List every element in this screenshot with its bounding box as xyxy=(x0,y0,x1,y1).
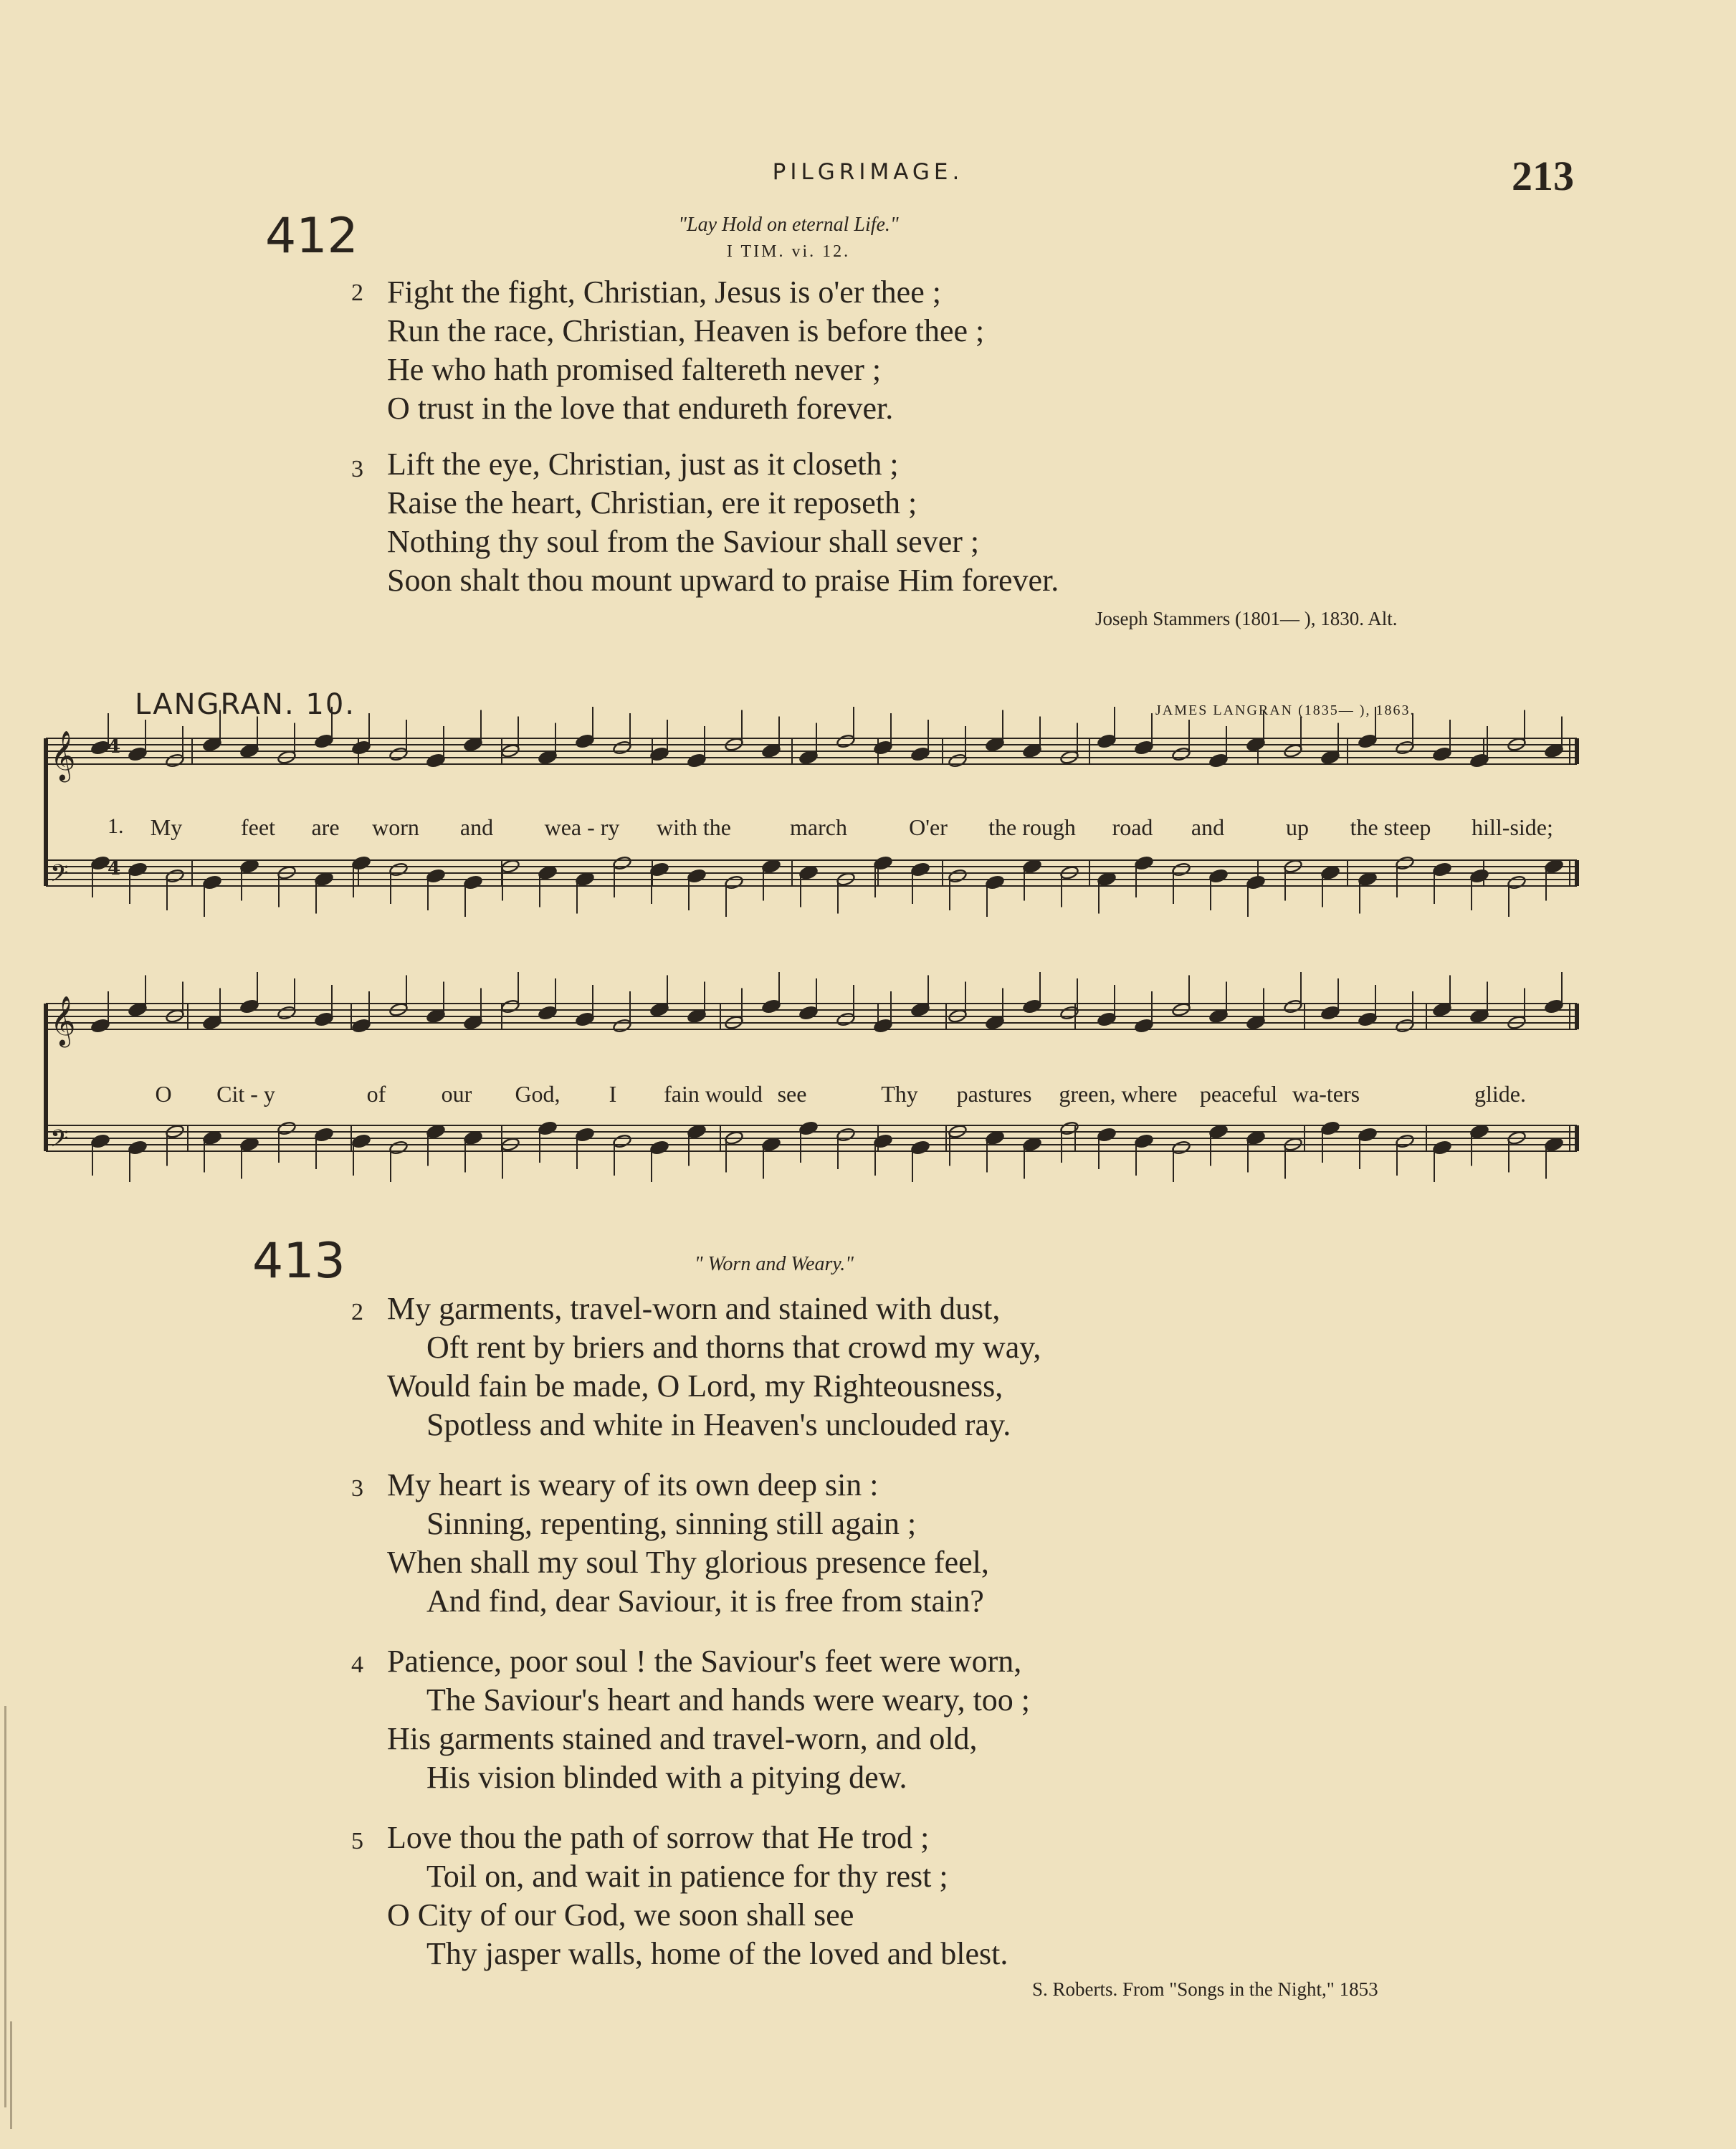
note-head xyxy=(351,1018,371,1033)
note-head xyxy=(575,733,594,748)
note-head xyxy=(873,1133,892,1148)
lyric-syllable: road xyxy=(1112,814,1153,840)
note-head xyxy=(1544,1137,1563,1152)
tune-composer: JAMES LANGRAN (1835— ), 1863. xyxy=(1155,702,1416,718)
note-head xyxy=(1208,868,1228,883)
note-head xyxy=(575,1127,594,1142)
note-head xyxy=(761,743,781,758)
note-head xyxy=(575,872,594,887)
lyric-syllable: Cit - y xyxy=(216,1081,275,1107)
lyric-syllable: O'er xyxy=(909,814,948,840)
note-head xyxy=(1022,1137,1041,1152)
note-head xyxy=(426,1009,445,1024)
note-head xyxy=(1358,872,1377,887)
note-head xyxy=(1022,999,1041,1014)
note-head xyxy=(1432,746,1451,761)
stanza-line: Sinning, repenting, sinning still again ; xyxy=(426,1506,917,1541)
note-head xyxy=(724,875,743,890)
note-head xyxy=(1320,750,1340,765)
note-head xyxy=(351,855,371,870)
hymn-412-epigraph: "Lay Hold on eternal Life." xyxy=(678,214,899,236)
lyric-syllable: Thy xyxy=(881,1081,918,1107)
note-head xyxy=(463,1015,482,1030)
lyric-syllable: wa-ters xyxy=(1292,1081,1360,1107)
lyric-syllable: I xyxy=(609,1081,617,1107)
note-head xyxy=(910,1002,930,1017)
note-head xyxy=(1208,753,1228,768)
note-head xyxy=(1022,859,1041,874)
note-head xyxy=(538,750,557,765)
lyric-syllable: our xyxy=(441,1081,472,1107)
note-head xyxy=(985,875,1004,890)
note-head xyxy=(1320,1005,1340,1020)
note-head xyxy=(798,1005,818,1020)
note-head xyxy=(277,1120,296,1135)
note-head xyxy=(1544,999,1563,1014)
note-head xyxy=(798,1120,818,1135)
stanza-line: O City of our God, we soon shall see xyxy=(387,1897,854,1933)
hymn-412-credit: Joseph Stammers (1801— ), 1830. Alt. xyxy=(1095,608,1398,629)
hymn-412-reference: I TIM. vi. 12. xyxy=(726,242,851,261)
note-head xyxy=(910,746,930,761)
stanza-line: Oft rent by briers and thorns that crowd my way, xyxy=(426,1330,1041,1365)
note-head xyxy=(761,999,781,1014)
hymn-413-credit: S. Roberts. From "Songs in the Night," 1853 xyxy=(1032,1978,1378,2000)
note-head xyxy=(612,1133,631,1148)
running-header: PILGRIMAGE. xyxy=(772,159,964,185)
note-head xyxy=(1097,872,1116,887)
note-head xyxy=(1246,1015,1265,1030)
stanza-line: His garments stained and travel-worn, and old, xyxy=(387,1721,978,1756)
stanza-line: Patience, poor soul ! the Saviour's feet were worn, xyxy=(387,1644,1022,1679)
note-head xyxy=(1283,999,1302,1014)
note-head xyxy=(836,1127,855,1142)
stanza-number: 3 xyxy=(351,1475,363,1502)
note-head xyxy=(1544,859,1563,874)
note-head xyxy=(612,855,631,870)
time-signature: 4 xyxy=(108,858,121,880)
stanza-line: My garments, travel-worn and stained with dust, xyxy=(387,1291,1001,1326)
stanza-line: When shall my soul Thy glorious presence feel, xyxy=(387,1545,989,1580)
note-head xyxy=(463,737,482,752)
note-head xyxy=(1171,746,1191,761)
note-head xyxy=(128,1140,147,1155)
note-head xyxy=(388,862,408,877)
note-head xyxy=(239,743,259,758)
stanza-line: And find, dear Saviour, it is free from stain? xyxy=(426,1583,984,1619)
stanza-line: Run the race, Christian, Heaven is before thee ; xyxy=(387,313,985,348)
stanza-number: 3 xyxy=(351,456,363,482)
note-head xyxy=(1395,1133,1414,1148)
note-head xyxy=(1320,865,1340,880)
lyric-syllable: the steep xyxy=(1350,814,1431,840)
stanza-line: He who hath promised faltereth never ; xyxy=(387,352,882,387)
lyric-syllable: My xyxy=(150,814,183,840)
note-head xyxy=(985,1015,1004,1030)
tune-name: LANGRAN. 10. xyxy=(135,688,356,721)
note-head xyxy=(1469,753,1489,768)
note-head xyxy=(426,868,445,883)
note-head xyxy=(202,737,221,752)
note-head xyxy=(277,1005,296,1020)
stanza-line: Thy jasper walls, home of the loved and blest. xyxy=(426,1936,1008,1971)
lyric-syllable: and xyxy=(1191,814,1225,840)
note-head xyxy=(426,1124,445,1139)
page-number: 213 xyxy=(1512,153,1574,199)
stanza-line: Soon shalt thou mount upward to praise Him forever. xyxy=(387,563,1059,598)
lyric-syllable: and xyxy=(459,814,494,840)
note-head xyxy=(985,1130,1004,1145)
note-head xyxy=(1097,1127,1116,1142)
time-signature: 4 xyxy=(108,736,121,758)
stanza-line: O trust in the love that endureth forever. xyxy=(387,391,894,426)
note-head xyxy=(649,1002,669,1017)
note-head xyxy=(202,875,221,890)
lyric-syllable: pastures xyxy=(956,1081,1032,1107)
note-head xyxy=(128,1002,147,1017)
note-head xyxy=(1432,1140,1451,1155)
stanza-line: Lift the eye, Christian, just as it closeth ; xyxy=(387,447,899,482)
note-head xyxy=(314,1127,333,1142)
verse-number: 1. xyxy=(108,814,124,838)
lyric-syllable: peaceful xyxy=(1199,1081,1278,1107)
note-head xyxy=(538,865,557,880)
note-head xyxy=(1246,875,1265,890)
stanza-line: Fight the fight, Christian, Jesus is o'er thee ; xyxy=(387,275,941,310)
note-head xyxy=(836,1011,855,1026)
note-head xyxy=(90,1133,110,1148)
note-head xyxy=(388,1140,408,1155)
note-head xyxy=(239,1137,259,1152)
stanza-number: 5 xyxy=(351,1828,363,1854)
stanza-line: Spotless and white in Heaven's unclouded ray. xyxy=(426,1407,1011,1442)
note-head xyxy=(239,859,259,874)
note-head xyxy=(1469,1009,1489,1024)
note-head xyxy=(165,868,184,883)
note-head xyxy=(948,868,967,883)
note-head xyxy=(1059,1120,1079,1135)
note-head xyxy=(1395,855,1414,870)
lyric-syllable: the rough xyxy=(988,814,1076,840)
note-head xyxy=(873,740,892,755)
note-head xyxy=(128,746,147,761)
note-head xyxy=(649,1140,669,1155)
bass-clef: 𝄢 xyxy=(50,1125,69,1158)
note-head xyxy=(1022,743,1041,758)
lyric-syllable: God, xyxy=(515,1081,561,1107)
stanza-number: 4 xyxy=(351,1652,363,1678)
hymn-413-epigraph: " Worn and Weary." xyxy=(694,1253,854,1275)
note-head xyxy=(1358,733,1377,748)
note-head xyxy=(202,1015,221,1030)
note-head xyxy=(1246,737,1265,752)
note-head xyxy=(687,1009,706,1024)
note-head xyxy=(500,999,520,1014)
note-head xyxy=(985,737,1004,752)
note-head xyxy=(1395,740,1414,755)
note-head xyxy=(1469,868,1489,883)
note-head xyxy=(1469,1124,1489,1139)
bass-clef: 𝄢 xyxy=(50,860,69,893)
note-head xyxy=(761,1137,781,1152)
note-head xyxy=(314,733,333,748)
note-head xyxy=(1171,1140,1191,1155)
lyric-syllable: worn xyxy=(372,814,419,840)
note-head xyxy=(1246,1130,1265,1145)
stanza-line: His vision blinded with a pitying dew. xyxy=(426,1760,907,1795)
note-head xyxy=(90,1018,110,1033)
note-head xyxy=(538,1005,557,1020)
hymn-413-number: 413 xyxy=(252,1233,345,1290)
note-head xyxy=(1544,743,1563,758)
stanza-line: Love thou the path of sorrow that He trod ; xyxy=(387,1820,930,1855)
note-head xyxy=(202,1130,221,1145)
note-head xyxy=(575,1011,594,1026)
note-head xyxy=(687,1124,706,1139)
note-head xyxy=(1208,1124,1228,1139)
note-head xyxy=(1134,1133,1153,1148)
binding-edge-mark xyxy=(10,2021,12,2129)
note-head xyxy=(1320,1120,1340,1135)
lyric-syllable: see xyxy=(777,1081,807,1107)
lyric-syllable: green, where xyxy=(1059,1081,1178,1107)
stanza-line: Nothing thy soul from the Saviour shall sever ; xyxy=(387,524,980,559)
note-head xyxy=(314,872,333,887)
lyric-syllable: of xyxy=(366,1081,386,1107)
note-head xyxy=(761,859,781,874)
note-head xyxy=(910,862,930,877)
note-head xyxy=(1097,1011,1116,1026)
stanza-line: Raise the heart, Christian, ere it reposeth ; xyxy=(387,485,917,520)
note-head xyxy=(351,740,371,755)
lyric-syllable: wea - ry xyxy=(544,814,620,840)
note-head xyxy=(1134,855,1153,870)
note-head xyxy=(1432,862,1451,877)
lyric-syllable: fain would xyxy=(664,1081,763,1107)
note-head xyxy=(463,875,482,890)
note-head xyxy=(948,753,967,768)
stanza-line: Toil on, and wait in patience for thy rest ; xyxy=(426,1859,948,1894)
note-head xyxy=(1134,1018,1153,1033)
note-head xyxy=(351,1133,371,1148)
note-head xyxy=(687,753,706,768)
note-head xyxy=(239,999,259,1014)
note-head xyxy=(873,855,892,870)
lyric-syllable: hill-side; xyxy=(1472,814,1553,840)
note-head xyxy=(1395,1018,1414,1033)
stanza-number: 2 xyxy=(351,280,363,306)
note-head xyxy=(426,753,445,768)
note-head xyxy=(1059,1005,1079,1020)
note-head xyxy=(388,746,408,761)
lyric-syllable: up xyxy=(1286,814,1309,840)
lyric-syllable: are xyxy=(311,814,340,840)
lyric-syllable: march xyxy=(790,814,847,840)
note-head xyxy=(1358,1011,1377,1026)
note-head xyxy=(910,1140,930,1155)
lyric-syllable: glide. xyxy=(1474,1081,1526,1107)
note-head xyxy=(612,1018,631,1033)
treble-clef: 𝄞 xyxy=(50,730,76,781)
lyric-syllable: O xyxy=(155,1081,172,1107)
note-head xyxy=(798,865,818,880)
note-head xyxy=(1432,1002,1451,1017)
note-head xyxy=(1171,862,1191,877)
note-head xyxy=(1358,1127,1377,1142)
note-head xyxy=(798,750,818,765)
stanza-number: 2 xyxy=(351,1299,363,1325)
note-head xyxy=(687,868,706,883)
note-head xyxy=(1097,733,1116,748)
binding-edge-mark xyxy=(4,1706,6,2107)
treble-clef: 𝄞 xyxy=(50,996,76,1046)
note-head xyxy=(1507,875,1526,890)
note-head xyxy=(836,733,855,748)
note-head xyxy=(1208,1009,1228,1024)
note-head xyxy=(314,1011,333,1026)
note-head xyxy=(128,862,147,877)
note-head xyxy=(1134,740,1153,755)
note-head xyxy=(165,753,184,768)
stanza-line: The Saviour's heart and hands were weary, too ; xyxy=(426,1682,1031,1717)
note-head xyxy=(538,1120,557,1135)
stanza-line: Would fain be made, O Lord, my Righteousness, xyxy=(387,1368,1003,1404)
note-head xyxy=(612,740,631,755)
stanza-line: My heart is weary of its own deep sin : xyxy=(387,1467,879,1502)
lyric-syllable: with the xyxy=(657,814,731,840)
note-head xyxy=(873,1018,892,1033)
note-head xyxy=(463,1130,482,1145)
hymn-412-number: 412 xyxy=(265,208,358,265)
lyric-syllable: feet xyxy=(241,814,275,840)
